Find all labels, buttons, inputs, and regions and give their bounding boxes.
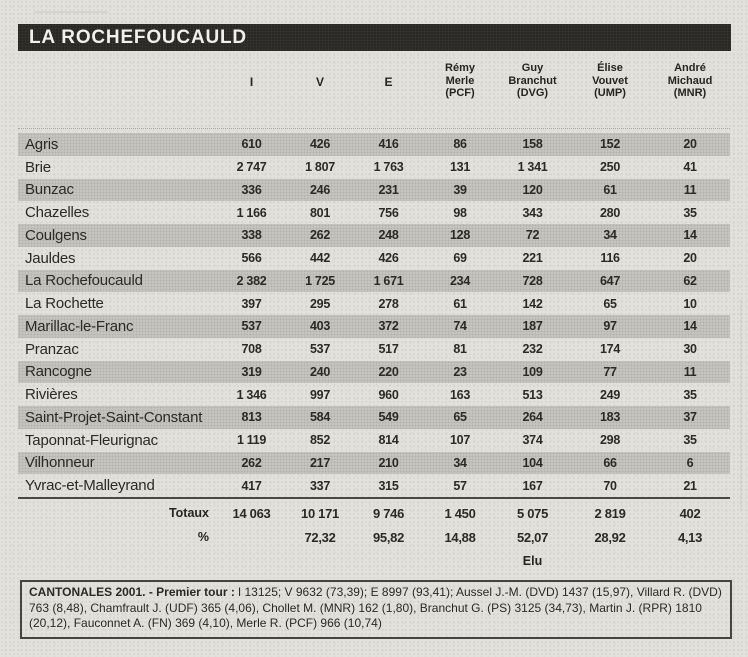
- michaud-votes: 20: [683, 137, 697, 152]
- exprimes-value: 1 763: [373, 160, 404, 175]
- exprimes-value: 814: [378, 433, 399, 448]
- percent-vouvet: 28,92: [594, 529, 626, 545]
- branchut-votes: 221: [522, 251, 543, 266]
- percent-row: [18, 525, 730, 549]
- vouvet-votes: 61: [603, 182, 617, 197]
- votants-value: 584: [310, 410, 330, 425]
- branchut-votes: 374: [522, 433, 543, 448]
- vouvet-votes: 34: [603, 228, 617, 243]
- totals-branchut: 5 075: [516, 505, 549, 521]
- commune-name: Chazelles: [25, 204, 90, 222]
- michaud-votes: 37: [683, 410, 697, 425]
- commune-name: La Rochette: [25, 295, 104, 313]
- exprimes-value: 756: [378, 205, 399, 220]
- col-header-candidate-merle: Rémy Merle (PCF): [445, 62, 475, 99]
- merle-votes: 81: [453, 342, 467, 357]
- table-row: [18, 406, 730, 429]
- commune-name: Taponnat-Fleurignac: [25, 431, 158, 449]
- table-row: [18, 383, 730, 406]
- scan-mark-right: [740, 300, 742, 510]
- totals-label: Totaux: [168, 506, 209, 520]
- commune-name: Bunzac: [25, 181, 74, 199]
- votants-value: 1 725: [305, 273, 335, 288]
- inscrits-value: 2 747: [236, 160, 267, 175]
- commune-name: Yvrac-et-Malleyrand: [25, 477, 155, 495]
- votants-value: 801: [310, 205, 330, 220]
- exprimes-value: 416: [378, 137, 399, 152]
- inscrits-value: 319: [241, 364, 262, 379]
- vouvet-votes: 647: [600, 273, 620, 288]
- merle-votes: 234: [450, 273, 470, 288]
- commune-column-spacer: [18, 62, 215, 114]
- col-header-candidate-branchut: Guy Branchut (DVG): [508, 62, 557, 99]
- branchut-votes: 142: [522, 296, 543, 311]
- totals-votants: 10 171: [301, 505, 339, 521]
- branchut-votes: 72: [525, 228, 540, 243]
- michaud-votes: 14: [683, 228, 697, 243]
- inscrits-value: 566: [241, 251, 262, 266]
- branchut-votes: 104: [522, 455, 543, 470]
- col-header-votants: V: [315, 75, 324, 89]
- branchut-votes: 120: [522, 182, 543, 197]
- commune-name: La Rochefoucauld: [25, 272, 143, 290]
- branchut-votes: 167: [522, 478, 543, 493]
- michaud-votes: 11: [683, 182, 697, 197]
- commune-name: Jauldes: [25, 249, 76, 267]
- michaud-votes: 11: [683, 364, 697, 379]
- table-row: [18, 179, 730, 202]
- col-header-exprimes: E: [384, 75, 393, 89]
- scan-mark-top: [34, 11, 108, 13]
- exprimes-value: 426: [378, 251, 399, 266]
- table-header: [18, 62, 730, 114]
- merle-votes: 128: [450, 228, 470, 243]
- col-header-candidate-vouvet: Élise Vouvet (UMP): [592, 62, 628, 99]
- michaud-votes: 21: [683, 478, 697, 493]
- michaud-votes: 20: [683, 251, 697, 266]
- totals-vouvet: 2 819: [594, 505, 626, 521]
- inscrits-value: 336: [241, 182, 262, 197]
- merle-votes: 163: [450, 387, 470, 402]
- michaud-votes: 14: [683, 319, 697, 334]
- vouvet-votes: 77: [603, 364, 617, 379]
- michaud-votes: 41: [683, 160, 697, 175]
- votants-value: 426: [310, 137, 330, 152]
- inscrits-value: 397: [241, 296, 262, 311]
- exprimes-value: 372: [378, 319, 399, 334]
- table-row: [18, 429, 730, 452]
- percent-exprimes: 95,82: [372, 529, 405, 545]
- vouvet-votes: 298: [600, 433, 620, 448]
- michaud-votes: 6: [686, 455, 694, 470]
- inscrits-value: 708: [241, 342, 262, 357]
- inscrits-value: 338: [241, 228, 262, 243]
- michaud-votes: 35: [683, 205, 697, 220]
- branchut-votes: 109: [522, 364, 543, 379]
- commune-name: Vilhonneur: [25, 454, 95, 472]
- table-row: [18, 133, 730, 156]
- table-row: [18, 361, 730, 384]
- percent-votants: 72,32: [304, 529, 336, 545]
- commune-name: Coulgens: [25, 226, 87, 244]
- merle-votes: 39: [453, 182, 467, 197]
- vouvet-votes: 70: [603, 478, 617, 493]
- inscrits-value: 537: [241, 319, 262, 334]
- branchut-votes: 158: [522, 137, 543, 152]
- elected-row: [18, 551, 730, 571]
- exprimes-value: 231: [378, 182, 399, 197]
- totals-row: [18, 501, 730, 525]
- exprimes-value: 315: [378, 478, 399, 493]
- merle-votes: 57: [453, 478, 467, 493]
- footnote-box: [20, 580, 732, 639]
- table-row: [18, 201, 730, 224]
- exprimes-value: 960: [378, 387, 399, 402]
- table-row: [18, 224, 730, 247]
- branchut-votes: 343: [522, 205, 543, 220]
- inscrits-value: 1 119: [236, 433, 267, 448]
- votants-value: 1 807: [305, 160, 335, 175]
- footnote-text: I 13125; V 9632 (73,39); E 8997 (93,41); Aussel J.-M. (DVD) 1437 (15,97), Villard R. (DVD) 763 (8,48), Chamfrault J. (UDF) 365 (4,06), Chollet M. (MNR) 162 (1,80), Branchut G. (PS) 3125 (34,73), Martin J. (RPR) 1810 (20,12), Fauconnet A. (FN) 369 (4,10), Merle R. (PCF) 966 (10,74): [29, 585, 722, 630]
- branchut-votes: 264: [522, 410, 543, 425]
- michaud-votes: 30: [683, 342, 697, 357]
- table-row: [18, 452, 730, 475]
- votants-value: 217: [310, 455, 330, 470]
- inscrits-value: 417: [241, 478, 262, 493]
- votants-value: 337: [310, 478, 330, 493]
- votants-value: 262: [310, 228, 330, 243]
- michaud-votes: 10: [683, 296, 697, 311]
- exprimes-value: 549: [378, 410, 399, 425]
- percent-branchut: 52,07: [516, 529, 549, 545]
- exprimes-value: 517: [378, 342, 399, 357]
- exprimes-value: 278: [378, 296, 399, 311]
- inscrits-value: 1 166: [236, 205, 267, 220]
- vouvet-votes: 97: [603, 319, 617, 334]
- table-row: [18, 270, 730, 293]
- votants-value: 442: [310, 251, 330, 266]
- michaud-votes: 35: [683, 433, 697, 448]
- vouvet-votes: 250: [600, 160, 620, 175]
- inscrits-value: 1 346: [236, 387, 267, 402]
- exprimes-value: 1 671: [373, 273, 404, 288]
- merle-votes: 107: [450, 433, 470, 448]
- merle-votes: 65: [453, 410, 467, 425]
- merle-votes: 69: [453, 251, 467, 266]
- col-header-inscrits: I: [249, 75, 254, 89]
- exprimes-value: 248: [378, 228, 399, 243]
- exprimes-value: 220: [378, 364, 399, 379]
- totals-exprimes: 9 746: [372, 505, 405, 521]
- merle-votes: 23: [453, 364, 467, 379]
- branchut-votes: 187: [522, 319, 543, 334]
- table-row: [18, 315, 730, 338]
- commune-name: Agris: [25, 135, 59, 153]
- vouvet-votes: 174: [600, 342, 620, 357]
- col-header-candidate-michaud: André Michaud (MNR): [667, 62, 713, 99]
- page-title: LA ROCHEFOUCAULD: [29, 26, 247, 48]
- exprimes-value: 210: [378, 455, 399, 470]
- table-row: [18, 247, 730, 270]
- commune-name: Saint-Projet-Saint-Constant: [25, 408, 203, 426]
- totals-divider: [18, 497, 730, 499]
- header-divider: [18, 128, 730, 129]
- commune-name: Rivières: [25, 386, 78, 404]
- table-row: [18, 474, 730, 497]
- elected-badge: Elu: [522, 554, 543, 568]
- votants-value: 537: [310, 342, 330, 357]
- branchut-votes: 728: [522, 273, 543, 288]
- table-row: [18, 292, 730, 315]
- votants-value: 997: [310, 387, 330, 402]
- table-row: [18, 156, 730, 179]
- table-body: [18, 133, 730, 497]
- percent-merle: 14,88: [444, 529, 476, 545]
- merle-votes: 34: [453, 455, 467, 470]
- section-header: [18, 24, 731, 51]
- totals-inscrits: 14 063: [232, 505, 271, 521]
- merle-votes: 61: [453, 296, 467, 311]
- merle-votes: 74: [453, 319, 467, 334]
- vouvet-votes: 152: [600, 137, 620, 152]
- commune-name: Marillac-le-Franc: [25, 317, 134, 335]
- vouvet-votes: 116: [600, 251, 620, 266]
- michaud-votes: 35: [683, 387, 697, 402]
- votants-value: 246: [310, 182, 330, 197]
- michaud-votes: 62: [683, 273, 697, 288]
- totals-merle: 1 450: [444, 505, 476, 521]
- vouvet-votes: 280: [600, 205, 620, 220]
- percent-michaud: 4,13: [677, 529, 703, 545]
- table-row: [18, 338, 730, 361]
- merle-votes: 131: [450, 160, 470, 175]
- branchut-votes: 1 341: [517, 160, 548, 175]
- commune-name: Pranzac: [25, 340, 79, 358]
- inscrits-value: 2 382: [236, 273, 267, 288]
- vouvet-votes: 65: [603, 296, 617, 311]
- inscrits-value: 813: [241, 410, 262, 425]
- inscrits-value: 262: [241, 455, 262, 470]
- footnote-lead: CANTONALES 2001. - Premier tour :: [29, 585, 235, 599]
- branchut-votes: 232: [522, 342, 543, 357]
- merle-votes: 86: [453, 137, 467, 152]
- inscrits-value: 610: [241, 137, 262, 152]
- commune-name: Rancogne: [25, 363, 92, 381]
- branchut-votes: 513: [522, 387, 543, 402]
- votants-value: 403: [310, 319, 330, 334]
- totals-michaud: 402: [679, 505, 701, 521]
- commune-name: Brie: [25, 158, 51, 176]
- votants-value: 852: [310, 433, 330, 448]
- vouvet-votes: 249: [600, 387, 620, 402]
- vouvet-votes: 66: [603, 455, 617, 470]
- percent-label: %: [197, 530, 209, 544]
- merle-votes: 98: [453, 205, 467, 220]
- votants-value: 240: [310, 364, 330, 379]
- vouvet-votes: 183: [600, 410, 620, 425]
- votants-value: 295: [310, 296, 330, 311]
